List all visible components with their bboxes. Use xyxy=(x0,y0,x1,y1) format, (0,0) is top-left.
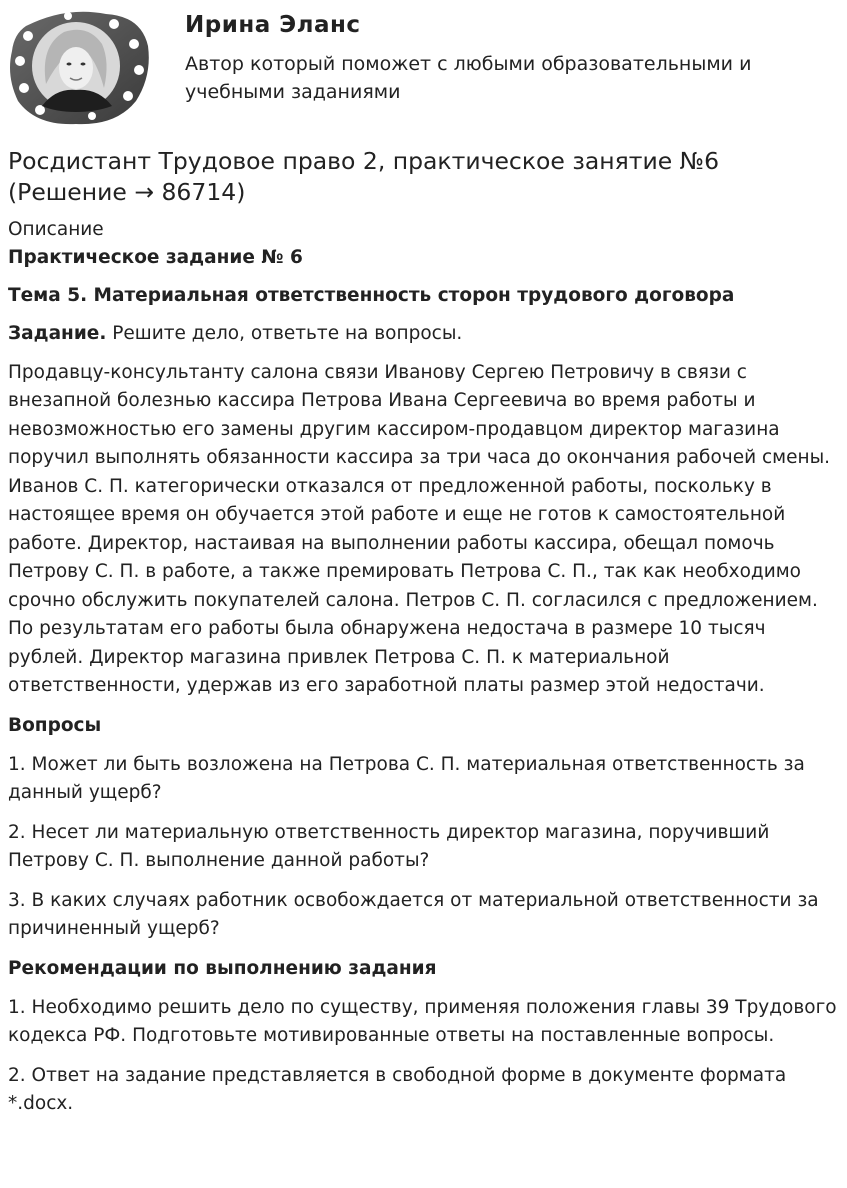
question-item: 2. Несет ли материальную ответственность директор магазина, поручивший Петрову С. П. выполнение данной работы? xyxy=(8,821,770,871)
page-title: Росдистант Трудовое право 2, практическое занятие №6 (Решение → 86714) xyxy=(8,147,720,206)
task-text: Решите дело, ответьте на вопросы. xyxy=(106,323,463,344)
film-reel-avatar-icon xyxy=(6,6,152,128)
task-line xyxy=(8,320,838,349)
questions-heading: Вопросы xyxy=(8,714,102,736)
recommendation-item: 2. Ответ на задание представляется в свободной форме в документе формата *.docx. xyxy=(8,1064,787,1114)
author-description: Автор который поможет с любыми образовательными и учебными заданиями xyxy=(185,53,752,103)
document-content xyxy=(8,146,838,1119)
recommendations-heading: Рекомендации по выполнению задания xyxy=(8,957,437,979)
author-name: Ирина Эланс xyxy=(185,12,361,38)
question-item: 1. Может ли быть возложена на Петрова С. П. материальная ответственность за данный ущерб? xyxy=(8,753,805,803)
topic-heading: Тема 5. Материальная ответственность сторон трудового договора xyxy=(8,285,735,306)
question-item: 3. В каких случаях работник освобождается от материальной ответственности за причиненный ущерб? xyxy=(8,889,819,939)
author-block xyxy=(0,0,847,140)
description-label: Описание xyxy=(8,219,104,240)
assignment-heading: Практическое задание № 6 xyxy=(8,247,303,268)
task-label: Задание. xyxy=(8,323,107,344)
case-text: Продавцу-консультанту салона связи Иванову Сергею Петровичу в связи с внезапной болезнью кассира Петрова Ивана Сергеевича во время работы и невозможностью его замены другим кассиром-продавцом директор магазина поручил выполнять обязанности кассира за три часа до окончания рабочей смены. Иванов С. П. категорически отказался от предложенной работы, поскольку в настоящее время он обучается этой работе и еще не готов к самостоятельной работе. Директор, настаивая на выполнении работы кассира, обещал помочь Петрову С. П. в работе, а также премировать Петрова С. П., так как необходимо срочно обслужить покупателей салона. Петров С. П. согласился с предложением. По результатам его работы была обнаружена недостача в размере 10 тысяч рублей. Директор магазина привлек Петрова С. П. к материальной ответственности, удержав из его заработной платы размер этой недостачи. xyxy=(8,361,831,696)
recommendation-item: 1. Необходимо решить дело по существу, применяя положения главы 39 Трудового кодекса РФ. Подготовьте мотивированные ответы на поставленные вопросы. xyxy=(8,996,837,1046)
